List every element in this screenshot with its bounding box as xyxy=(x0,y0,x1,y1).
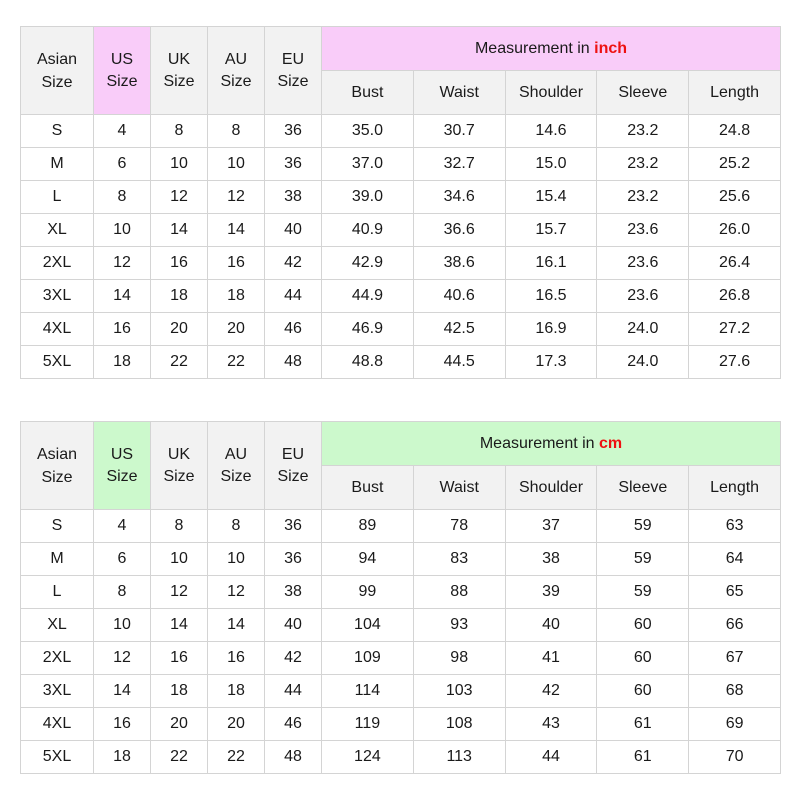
asian-size-cell: 4XL xyxy=(21,708,94,741)
sleeve-cell: 60 xyxy=(597,609,689,642)
us-size-cell: 18 xyxy=(94,741,151,774)
length-cell: 67 xyxy=(689,642,781,675)
uk-size-cell: 22 xyxy=(151,346,208,379)
asian-size-cell: L xyxy=(21,181,94,214)
eu-size-header xyxy=(265,27,322,115)
asian-size-cell: S xyxy=(21,510,94,543)
waist-cell: 42.5 xyxy=(413,313,505,346)
eu-size-cell: 36 xyxy=(265,510,322,543)
uk-size-cell: 14 xyxy=(151,609,208,642)
header-line: Size xyxy=(163,467,195,485)
us-size-header xyxy=(94,27,151,115)
asian-size-cell: 4XL xyxy=(21,313,94,346)
us-size-cell: 12 xyxy=(94,247,151,280)
shoulder-cell: 42 xyxy=(505,675,597,708)
table-row xyxy=(21,510,781,543)
uk-size-cell: 10 xyxy=(151,148,208,181)
asian-size-cell: XL xyxy=(21,214,94,247)
table-row xyxy=(21,247,781,280)
length-cell: 66 xyxy=(689,609,781,642)
bust-cell: 37.0 xyxy=(322,148,414,181)
bust-header: Bust xyxy=(322,71,414,115)
au-size-cell: 18 xyxy=(208,675,265,708)
waist-cell: 40.6 xyxy=(413,280,505,313)
table-row xyxy=(21,543,781,576)
au-size-cell: 8 xyxy=(208,510,265,543)
sleeve-cell: 61 xyxy=(597,741,689,774)
header-line: AU xyxy=(224,445,248,463)
uk-size-cell: 22 xyxy=(151,741,208,774)
length-cell: 64 xyxy=(689,543,781,576)
table-row xyxy=(21,181,781,214)
header-line: Size xyxy=(277,72,309,90)
sleeve-cell: 24.0 xyxy=(597,313,689,346)
waist-cell: 88 xyxy=(413,576,505,609)
header-line: Size xyxy=(277,467,309,485)
waist-header: Waist xyxy=(413,71,505,115)
uk-size-cell: 20 xyxy=(151,708,208,741)
shoulder-header: Shoulder xyxy=(505,466,597,510)
table-row xyxy=(21,708,781,741)
au-size-cell: 16 xyxy=(208,642,265,675)
au-size-cell: 22 xyxy=(208,346,265,379)
bust-cell: 99 xyxy=(322,576,414,609)
au-size-cell: 16 xyxy=(208,247,265,280)
us-size-cell: 18 xyxy=(94,346,151,379)
shoulder-cell: 41 xyxy=(505,642,597,675)
eu-size-cell: 36 xyxy=(265,543,322,576)
asian-size-cell: L xyxy=(21,576,94,609)
header-line: US xyxy=(110,50,134,68)
header-line: UK xyxy=(167,445,191,463)
shoulder-cell: 14.6 xyxy=(505,115,597,148)
sleeve-cell: 23.6 xyxy=(597,214,689,247)
sleeve-cell: 23.2 xyxy=(597,181,689,214)
bust-cell: 124 xyxy=(322,741,414,774)
sleeve-cell: 23.6 xyxy=(597,247,689,280)
length-header: Length xyxy=(689,71,781,115)
uk-size-header xyxy=(151,27,208,115)
waist-cell: 98 xyxy=(413,642,505,675)
length-cell: 68 xyxy=(689,675,781,708)
table-row xyxy=(21,115,781,148)
shoulder-cell: 15.7 xyxy=(505,214,597,247)
cm-size-table xyxy=(20,421,781,774)
sleeve-cell: 24.0 xyxy=(597,346,689,379)
waist-cell: 83 xyxy=(413,543,505,576)
length-cell: 63 xyxy=(689,510,781,543)
sleeve-header: Sleeve xyxy=(597,466,689,510)
bust-cell: 39.0 xyxy=(322,181,414,214)
au-size-cell: 10 xyxy=(208,543,265,576)
us-size-cell: 16 xyxy=(94,708,151,741)
measurement-unit: cm xyxy=(599,434,623,452)
sleeve-cell: 59 xyxy=(597,576,689,609)
au-size-cell: 12 xyxy=(208,576,265,609)
header-line: UK xyxy=(167,50,191,68)
asian-size-cell: 3XL xyxy=(21,280,94,313)
sleeve-cell: 60 xyxy=(597,642,689,675)
us-size-cell: 6 xyxy=(94,543,151,576)
asian-size-header xyxy=(21,27,94,115)
au-size-cell: 8 xyxy=(208,115,265,148)
us-size-cell: 14 xyxy=(94,280,151,313)
bust-cell: 35.0 xyxy=(322,115,414,148)
header-row xyxy=(21,27,781,71)
bust-cell: 40.9 xyxy=(322,214,414,247)
waist-cell: 38.6 xyxy=(413,247,505,280)
eu-size-cell: 48 xyxy=(265,346,322,379)
eu-size-cell: 42 xyxy=(265,247,322,280)
asian-size-cell: 5XL xyxy=(21,346,94,379)
uk-size-cell: 10 xyxy=(151,543,208,576)
eu-size-cell: 38 xyxy=(265,576,322,609)
us-size-cell: 8 xyxy=(94,181,151,214)
measurement-unit: inch xyxy=(594,39,628,57)
au-size-cell: 22 xyxy=(208,741,265,774)
header-row xyxy=(21,422,781,466)
au-size-cell: 14 xyxy=(208,214,265,247)
measurement-prefix: Measurement in xyxy=(479,434,595,452)
table-body xyxy=(21,510,781,774)
eu-size-cell: 44 xyxy=(265,675,322,708)
length-cell: 27.2 xyxy=(689,313,781,346)
eu-size-cell: 48 xyxy=(265,741,322,774)
header-line: Size xyxy=(220,467,252,485)
header-line: US xyxy=(110,445,134,463)
au-size-cell: 20 xyxy=(208,708,265,741)
length-cell: 26.8 xyxy=(689,280,781,313)
shoulder-cell: 16.9 xyxy=(505,313,597,346)
uk-size-cell: 16 xyxy=(151,247,208,280)
waist-cell: 78 xyxy=(413,510,505,543)
table-row xyxy=(21,675,781,708)
uk-size-cell: 8 xyxy=(151,510,208,543)
bust-cell: 94 xyxy=(322,543,414,576)
sleeve-cell: 60 xyxy=(597,675,689,708)
header-line: Size xyxy=(41,73,73,91)
waist-cell: 30.7 xyxy=(413,115,505,148)
uk-size-cell: 12 xyxy=(151,181,208,214)
shoulder-cell: 16.1 xyxy=(505,247,597,280)
asian-size-header xyxy=(21,422,94,510)
asian-size-cell: M xyxy=(21,148,94,181)
eu-size-cell: 36 xyxy=(265,148,322,181)
uk-size-cell: 18 xyxy=(151,675,208,708)
sleeve-header: Sleeve xyxy=(597,71,689,115)
eu-size-cell: 46 xyxy=(265,313,322,346)
waist-cell: 36.6 xyxy=(413,214,505,247)
shoulder-cell: 43 xyxy=(505,708,597,741)
eu-size-cell: 36 xyxy=(265,115,322,148)
uk-size-cell: 18 xyxy=(151,280,208,313)
waist-cell: 93 xyxy=(413,609,505,642)
uk-size-cell: 12 xyxy=(151,576,208,609)
bust-cell: 89 xyxy=(322,510,414,543)
asian-size-cell: 2XL xyxy=(21,642,94,675)
length-cell: 25.2 xyxy=(689,148,781,181)
sleeve-cell: 59 xyxy=(597,543,689,576)
table-row xyxy=(21,214,781,247)
length-cell: 26.0 xyxy=(689,214,781,247)
waist-cell: 34.6 xyxy=(413,181,505,214)
header-line: EU xyxy=(281,445,305,463)
shoulder-cell: 37 xyxy=(505,510,597,543)
length-cell: 26.4 xyxy=(689,247,781,280)
table-row xyxy=(21,313,781,346)
eu-size-cell: 42 xyxy=(265,642,322,675)
bust-header: Bust xyxy=(322,466,414,510)
table-row xyxy=(21,609,781,642)
header-line: Size xyxy=(41,468,73,486)
header-line: Size xyxy=(106,467,138,485)
shoulder-cell: 17.3 xyxy=(505,346,597,379)
us-size-cell: 4 xyxy=(94,510,151,543)
au-size-cell: 20 xyxy=(208,313,265,346)
bust-cell: 119 xyxy=(322,708,414,741)
waist-header: Waist xyxy=(413,466,505,510)
us-size-cell: 12 xyxy=(94,642,151,675)
length-cell: 65 xyxy=(689,576,781,609)
uk-size-cell: 14 xyxy=(151,214,208,247)
uk-size-cell: 20 xyxy=(151,313,208,346)
shoulder-cell: 15.4 xyxy=(505,181,597,214)
asian-size-cell: 2XL xyxy=(21,247,94,280)
us-size-header xyxy=(94,422,151,510)
length-header: Length xyxy=(689,466,781,510)
length-cell: 70 xyxy=(689,741,781,774)
length-cell: 27.6 xyxy=(689,346,781,379)
header-line: Size xyxy=(163,72,195,90)
inch-size-table xyxy=(20,26,781,379)
eu-size-cell: 38 xyxy=(265,181,322,214)
bust-cell: 48.8 xyxy=(322,346,414,379)
asian-size-cell: 3XL xyxy=(21,675,94,708)
asian-size-cell: M xyxy=(21,543,94,576)
measurement-title xyxy=(322,27,781,71)
header-line: Asian xyxy=(36,445,78,463)
shoulder-header: Shoulder xyxy=(505,71,597,115)
length-cell: 25.6 xyxy=(689,181,781,214)
table-body xyxy=(21,115,781,379)
bust-cell: 104 xyxy=(322,609,414,642)
table-row xyxy=(21,280,781,313)
us-size-cell: 14 xyxy=(94,675,151,708)
uk-size-cell: 8 xyxy=(151,115,208,148)
bust-cell: 109 xyxy=(322,642,414,675)
bust-cell: 44.9 xyxy=(322,280,414,313)
sleeve-cell: 61 xyxy=(597,708,689,741)
bust-cell: 46.9 xyxy=(322,313,414,346)
us-size-cell: 8 xyxy=(94,576,151,609)
us-size-cell: 10 xyxy=(94,214,151,247)
shoulder-cell: 16.5 xyxy=(505,280,597,313)
sleeve-cell: 23.6 xyxy=(597,280,689,313)
header-line: AU xyxy=(224,50,248,68)
header-line: Size xyxy=(220,72,252,90)
asian-size-cell: S xyxy=(21,115,94,148)
asian-size-cell: 5XL xyxy=(21,741,94,774)
eu-size-header xyxy=(265,422,322,510)
au-size-header xyxy=(208,27,265,115)
sleeve-cell: 59 xyxy=(597,510,689,543)
eu-size-cell: 40 xyxy=(265,214,322,247)
us-size-cell: 6 xyxy=(94,148,151,181)
au-size-cell: 18 xyxy=(208,280,265,313)
header-line: Size xyxy=(106,72,138,90)
length-cell: 24.8 xyxy=(689,115,781,148)
au-size-cell: 12 xyxy=(208,181,265,214)
table-row xyxy=(21,741,781,774)
waist-cell: 44.5 xyxy=(413,346,505,379)
waist-cell: 103 xyxy=(413,675,505,708)
sleeve-cell: 23.2 xyxy=(597,115,689,148)
sleeve-cell: 23.2 xyxy=(597,148,689,181)
measurement-prefix: Measurement in xyxy=(474,39,590,57)
header-line: Asian xyxy=(36,50,78,68)
us-size-cell: 4 xyxy=(94,115,151,148)
bust-cell: 42.9 xyxy=(322,247,414,280)
eu-size-cell: 44 xyxy=(265,280,322,313)
length-cell: 69 xyxy=(689,708,781,741)
us-size-cell: 16 xyxy=(94,313,151,346)
table-row xyxy=(21,346,781,379)
au-size-cell: 10 xyxy=(208,148,265,181)
shoulder-cell: 40 xyxy=(505,609,597,642)
eu-size-cell: 46 xyxy=(265,708,322,741)
table-row xyxy=(21,148,781,181)
asian-size-cell: XL xyxy=(21,609,94,642)
uk-size-header xyxy=(151,422,208,510)
shoulder-cell: 15.0 xyxy=(505,148,597,181)
eu-size-cell: 40 xyxy=(265,609,322,642)
header-line: EU xyxy=(281,50,305,68)
au-size-header xyxy=(208,422,265,510)
waist-cell: 113 xyxy=(413,741,505,774)
shoulder-cell: 38 xyxy=(505,543,597,576)
uk-size-cell: 16 xyxy=(151,642,208,675)
shoulder-cell: 44 xyxy=(505,741,597,774)
shoulder-cell: 39 xyxy=(505,576,597,609)
table-row xyxy=(21,576,781,609)
measurement-title xyxy=(322,422,781,466)
bust-cell: 114 xyxy=(322,675,414,708)
table-row xyxy=(21,642,781,675)
waist-cell: 108 xyxy=(413,708,505,741)
waist-cell: 32.7 xyxy=(413,148,505,181)
au-size-cell: 14 xyxy=(208,609,265,642)
us-size-cell: 10 xyxy=(94,609,151,642)
